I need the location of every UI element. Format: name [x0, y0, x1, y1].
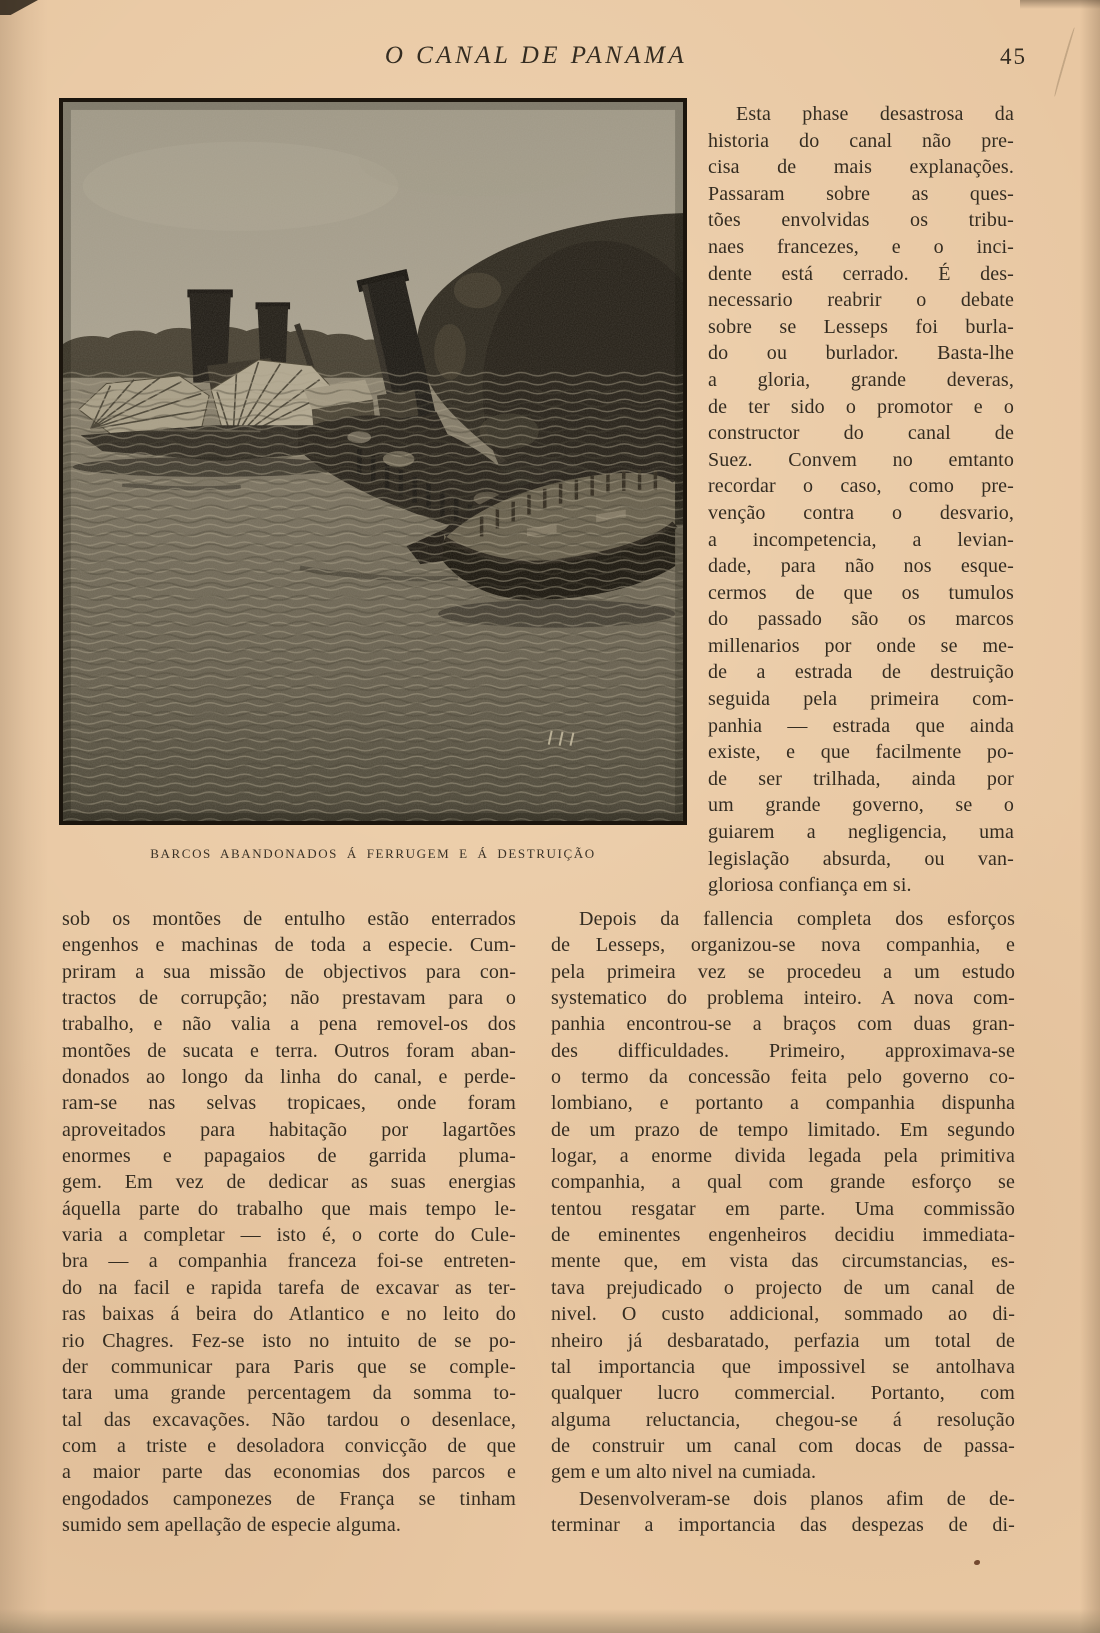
scan-edge-left: [0, 0, 48, 1633]
text-line: tava prejudicado o projecto de um canal de: [551, 1276, 1015, 1299]
text-line: sob os montões de entulho estão enterrados: [62, 908, 516, 930]
text-line: de Lesseps, organizou-se nova companhia, e: [551, 934, 1015, 957]
text-line: cisa de mais explanações.: [708, 156, 1014, 179]
text-line: do na facil e rapida tarefa de excavar as ter-: [62, 1276, 516, 1299]
text-line: constructor do canal de: [708, 422, 1014, 445]
scan-corner-top-right: [1020, 0, 1100, 9]
text-line: Passaram sobre as ques-: [708, 182, 1014, 205]
text-line: systematico do problema inteiro. A nova com-: [551, 987, 1015, 1010]
text-line: tentou resgatar em parte. Uma commissão: [551, 1197, 1015, 1220]
text-line: tões envolvidas os tribu-: [708, 209, 1014, 232]
text-line: qualquer lucro commercial. Portanto, com: [551, 1382, 1015, 1405]
text-line: do ou burlador. Basta-lhe: [708, 342, 1014, 365]
text-line: gloriosa confiança em si.: [708, 874, 912, 897]
text-line: a incompetencia, a levian-: [708, 528, 1014, 551]
text-line: de ter sido o promotor e o: [708, 395, 1014, 418]
text-line: varia a completar — isto é, o corte do Cule-: [62, 1224, 516, 1247]
text-line: engodados camponezes de França se tinham: [62, 1487, 516, 1510]
text-line: lombiano, e portanto a companhia dispunha: [551, 1092, 1015, 1115]
text-line: tara uma grande percentagem da somma to-: [62, 1382, 516, 1405]
text-line: do passado são os marcos: [708, 608, 1014, 631]
text-line: priram a sua missão de objectivos para con-: [62, 960, 516, 983]
text-line: de ser trilhada, ainda por: [708, 767, 1014, 790]
text-line: gem e um alto nivel na cumiada.: [551, 1461, 817, 1484]
text-line: Depois da fallencia completa dos esforços: [579, 908, 1015, 930]
text-line: gem. Em vez de dedicar as suas energias: [62, 1171, 516, 1194]
text-line: legislação absurda, ou van-: [708, 847, 1014, 870]
figure-photo: [63, 102, 683, 821]
text-line: a gloria, grande deveras,: [708, 368, 1014, 391]
column-top-right: [708, 101, 1014, 899]
figure: [59, 98, 687, 825]
text-line: aproveitados para habitação por lagartões: [62, 1118, 516, 1141]
text-line: historia do canal não pre-: [708, 129, 1014, 152]
text-line: Esta phase desastrosa da: [736, 103, 1014, 125]
text-line: guiarem a negligencia, uma: [708, 821, 1014, 844]
text-line: seguida pela primeira com-: [708, 688, 1014, 711]
text-line: alguma reluctancia, chegou-se á resolução: [551, 1408, 1015, 1431]
text-line: nheiro já desbaratado, perfazia um total de: [551, 1329, 1015, 1352]
page-number: 45: [1000, 44, 1027, 69]
text-line: naes francezes, e o inci-: [708, 235, 1014, 258]
text-line: de a estrada de destruição: [708, 661, 1014, 684]
text-line: de eminentes engenheiros decidiu immediata-: [551, 1224, 1015, 1247]
text-line: pela primeira vez se procedeu a um estudo: [551, 960, 1015, 983]
photo-grain: [63, 102, 683, 821]
page-title: O CANAL DE PANAMA: [384, 42, 688, 69]
paragraph: [551, 906, 1015, 1486]
text-line: nivel. O custo addicional, sommado ao di-: [551, 1303, 1015, 1326]
text-line: sobre se Lesseps foi burla-: [708, 315, 1014, 338]
text-line: panhia — estrada que ainda: [708, 714, 1014, 737]
text-line: bra — a companhia franceza foi-se entreten-: [62, 1250, 516, 1273]
text-line: logar, a enorme divida legada pela primitiva: [551, 1145, 1015, 1168]
text-line: engenhos e machinas de toda a especie. Cum-: [62, 934, 516, 957]
text-line: cermos de que os tumulos: [708, 581, 1014, 604]
text-line: necessario reabrir o debate: [708, 289, 1014, 312]
text-line: sumido sem apellação de especie alguma.: [62, 1513, 402, 1536]
paragraph: [551, 1486, 1015, 1539]
ink-speck: [974, 1560, 980, 1565]
text-line: der communicar para Paris que se comple-: [62, 1355, 516, 1378]
text-line: montões de sucata e terra. Outros foram aban-: [62, 1039, 516, 1062]
text-line: ras baixas á beira do Atlantico e no leito do: [62, 1303, 516, 1326]
text-line: terminar a importancia das despezas de di-: [551, 1513, 1015, 1536]
text-line: um grande governo, se o: [708, 794, 1014, 817]
text-line: venção contra o desvario,: [708, 501, 1014, 524]
text-line: Desenvolveram-se dois planos afim de de-: [579, 1487, 1015, 1510]
figure-caption: BARCOS ABANDONADOS Á FERRUGEM E Á DESTRUIÇÃO: [150, 846, 596, 861]
text-line: rio Chagres. Fez-se isto no intuito de se po-: [62, 1329, 516, 1352]
text-line: enormes e papagaios de garrida pluma-: [62, 1145, 516, 1168]
text-line: des difficuldades. Primeiro, approximava-se: [551, 1039, 1015, 1062]
text-line: Suez. Convem no emtanto: [708, 448, 1014, 471]
text-line: mente que, em vista das circumstancias, es-: [551, 1250, 1015, 1273]
text-line: trabalho, e não valia a pena removel-os dos: [62, 1013, 516, 1036]
column-bottom-left: [62, 906, 516, 1538]
text-line: a maior parte das economias dos parcos e: [62, 1461, 516, 1484]
text-line: tractos de corrupção; não prestavam para o: [62, 987, 516, 1010]
text-line: existe, e que facilmente po-: [708, 741, 1014, 764]
scan-edge-bottom: [0, 1609, 1100, 1633]
text-line: donados ao longo da linha do canal, e perde-: [62, 1066, 516, 1089]
text-line: tal importancia que impossivel se antolhava: [551, 1355, 1015, 1378]
text-line: ram-se nas selvas tropicaes, onde foram: [62, 1092, 516, 1115]
text-line: o termo da concessão feita pelo governo co-: [551, 1066, 1015, 1089]
text-line: de um prazo de tempo limitado. Em segundo: [551, 1118, 1015, 1141]
text-line: tal das excavações. Não tardou o desenlace,: [62, 1408, 516, 1431]
paragraph: [708, 101, 1014, 899]
scan-edge-right: [1080, 0, 1100, 1633]
text-line: recordar o caso, como pre-: [708, 475, 1014, 498]
column-bottom-right: [551, 906, 1015, 1538]
text-line: de construir um canal com docas de passa-: [551, 1434, 1015, 1457]
text-line: millenarios por onde se me-: [708, 634, 1014, 657]
text-line: panhia encontrou-se a braços com duas gran-: [551, 1013, 1015, 1036]
text-line: dente está cerrado. É des-: [708, 262, 1014, 285]
text-line: companhia, a qual com grande esforço se: [551, 1171, 1015, 1194]
paragraph: [62, 906, 516, 1538]
text-line: áquella parte do trabalho que mais tempo le-: [62, 1197, 516, 1220]
text-line: dade, para não nos esque-: [708, 555, 1014, 578]
text-line: com a triste e desoladora convicção de que: [62, 1434, 516, 1457]
